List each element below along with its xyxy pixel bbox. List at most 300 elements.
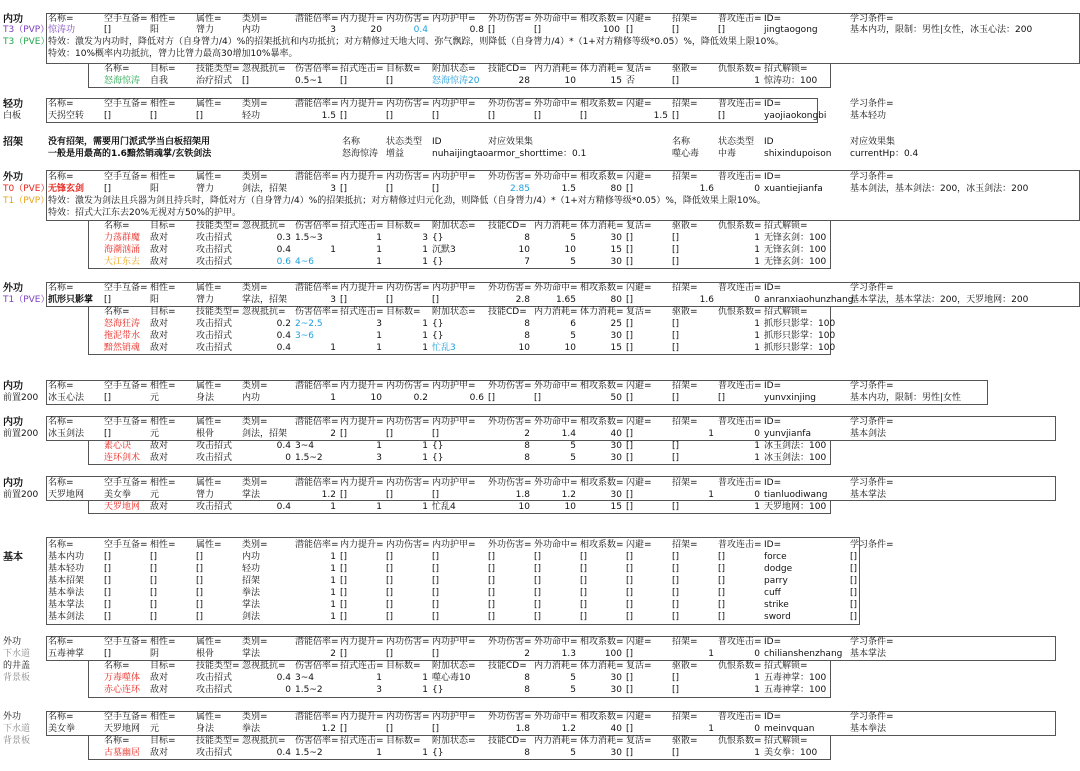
sheet-cell[interactable]: 敌对 xyxy=(150,453,169,463)
sheet-cell[interactable]: 目标数= xyxy=(386,661,421,671)
sheet-cell[interactable]: [] xyxy=(626,233,634,243)
sheet-cell[interactable]: [] xyxy=(534,393,542,403)
sheet-cell[interactable]: T1（PVE） xyxy=(3,295,50,305)
sheet-cell[interactable]: 对应效果集 xyxy=(488,137,534,147)
sheet-cell[interactable]: 阳 xyxy=(150,25,160,35)
sheet-cell[interactable]: chilianshenzhang xyxy=(764,649,843,659)
sheet-cell[interactable]: 5 xyxy=(570,673,576,683)
sheet-cell[interactable]: 内力消耗= xyxy=(534,736,578,746)
sheet-cell[interactable]: 7 xyxy=(524,257,530,267)
sheet-cell[interactable]: 2 xyxy=(524,649,530,659)
sheet-cell[interactable]: [] xyxy=(488,552,496,562)
sheet-cell[interactable]: [] xyxy=(672,600,680,610)
sheet-cell[interactable]: ID xyxy=(432,137,442,147)
sheet-cell[interactable]: 剑法 xyxy=(242,612,261,622)
sheet-cell[interactable]: 掌法 xyxy=(242,490,261,500)
sheet-cell[interactable]: 空手互备= xyxy=(104,478,148,488)
sheet-cell[interactable]: 相性= xyxy=(150,381,176,391)
sheet-cell[interactable]: 类别= xyxy=(242,712,268,722)
sheet-cell[interactable]: 伤害倍率= xyxy=(295,221,339,231)
sheet-cell[interactable]: [] xyxy=(580,564,588,574)
sheet-cell[interactable]: 名称= xyxy=(48,637,74,647)
sheet-cell[interactable]: 潜能倍率= xyxy=(295,14,339,24)
sheet-cell[interactable]: [] xyxy=(626,576,634,586)
sheet-cell[interactable]: [] xyxy=(534,111,542,121)
sheet-cell[interactable]: 内功伤害= xyxy=(386,172,430,182)
sheet-cell[interactable]: [] xyxy=(432,184,440,194)
sheet-cell[interactable]: [] xyxy=(626,588,634,598)
sheet-cell[interactable]: [] xyxy=(672,319,680,329)
sheet-cell[interactable]: [] xyxy=(672,331,680,341)
sheet-cell[interactable]: 内力消耗= xyxy=(534,64,578,74)
sheet-cell[interactable]: 内功护甲= xyxy=(432,283,476,293)
sheet-cell[interactable]: 抓形只影掌 xyxy=(48,295,94,305)
sheet-cell[interactable]: 相攻系数= xyxy=(580,172,624,182)
sheet-cell[interactable]: ID= xyxy=(764,14,782,24)
sheet-cell[interactable]: 1 xyxy=(376,245,382,255)
sheet-cell[interactable]: 2 xyxy=(330,649,336,659)
sheet-cell[interactable]: 特效：10%概率内功抵抗，膂力比膂力最高30增加10%暴率。 xyxy=(48,49,298,59)
sheet-cell[interactable]: 30 xyxy=(610,673,622,683)
sheet-cell[interactable]: 外功伤害= xyxy=(488,172,532,182)
sheet-cell[interactable]: 类别= xyxy=(242,283,268,293)
sheet-cell[interactable]: 内功 xyxy=(242,552,261,562)
sheet-cell[interactable]: 五毒神掌 xyxy=(48,649,85,659)
sheet-cell[interactable]: 目标数= xyxy=(386,64,421,74)
sheet-cell[interactable]: [] xyxy=(850,564,858,574)
sheet-cell[interactable]: 类别= xyxy=(242,381,268,391)
sheet-cell[interactable]: 0 xyxy=(285,453,291,463)
sheet-cell[interactable]: 招架= xyxy=(672,172,698,182)
sheet-cell[interactable]: 基本掌法，基本掌法：200，天罗地网：200 xyxy=(850,295,1029,305)
sheet-cell[interactable]: 体力消耗= xyxy=(580,736,624,746)
sheet-cell[interactable]: 噬心毒10 xyxy=(432,673,471,683)
sheet-cell[interactable]: [] xyxy=(626,453,634,463)
sheet-cell[interactable]: 外功命中= xyxy=(534,99,578,109)
sheet-cell[interactable]: 潜能倍率= xyxy=(295,478,339,488)
sheet-cell[interactable]: 天罗地网 xyxy=(104,724,141,734)
sheet-cell[interactable]: 攻击招式 xyxy=(196,748,233,758)
sheet-cell[interactable]: 1 xyxy=(422,502,428,512)
sheet-cell[interactable]: [] xyxy=(672,685,680,695)
sheet-cell[interactable]: 对应效果集 xyxy=(850,137,896,147)
sheet-cell[interactable]: 体力消耗= xyxy=(580,661,624,671)
sheet-cell[interactable]: 内力提升= xyxy=(340,712,384,722)
sheet-cell[interactable]: [] xyxy=(196,588,204,598)
sheet-cell[interactable]: ID= xyxy=(764,99,782,109)
sheet-cell[interactable]: 名称= xyxy=(48,14,74,24)
sheet-cell[interactable]: [] xyxy=(718,552,726,562)
sheet-cell[interactable]: 类别= xyxy=(242,417,268,427)
sheet-cell[interactable]: 敌对 xyxy=(150,502,169,512)
sheet-cell[interactable]: [] xyxy=(850,600,858,610)
sheet-cell[interactable]: 沉默3 xyxy=(432,245,456,255)
sheet-cell[interactable]: [] xyxy=(340,429,348,439)
sheet-cell[interactable]: 内功 xyxy=(3,14,23,25)
sheet-cell[interactable]: 技能类型= xyxy=(196,221,240,231)
sheet-cell[interactable]: 抓形只影掌：100 xyxy=(764,331,836,341)
sheet-cell[interactable]: 技能CD= xyxy=(488,736,527,746)
sheet-cell[interactable]: dodge xyxy=(764,564,793,574)
sheet-cell[interactable]: 中毒 xyxy=(718,149,737,159)
sheet-cell[interactable]: 3 xyxy=(330,184,336,194)
sheet-cell[interactable]: 40 xyxy=(610,724,622,734)
sheet-cell[interactable]: 怒海惊涛 xyxy=(342,149,379,159)
sheet-cell[interactable]: 普攻连击= xyxy=(718,14,762,24)
sheet-cell[interactable]: [] xyxy=(626,441,634,451)
sheet-cell[interactable]: [] xyxy=(580,111,588,121)
sheet-cell[interactable]: [] xyxy=(626,257,634,267)
sheet-cell[interactable]: 剑法，招架 xyxy=(242,429,288,439)
sheet-cell[interactable]: 1 xyxy=(330,552,336,562)
sheet-cell[interactable]: 阳 xyxy=(150,295,160,305)
sheet-cell[interactable]: 内功护甲= xyxy=(432,637,476,647)
sheet-cell[interactable]: [] xyxy=(340,612,348,622)
sheet-cell[interactable]: 基本 xyxy=(3,552,23,563)
sheet-cell[interactable]: 闪避= xyxy=(626,172,652,182)
sheet-cell[interactable]: [] xyxy=(196,612,204,622)
sheet-cell[interactable]: 10 xyxy=(370,393,382,403)
sheet-cell[interactable]: 技能类型= xyxy=(196,64,240,74)
sheet-cell[interactable]: 1 xyxy=(754,673,760,683)
sheet-cell[interactable]: 内力提升= xyxy=(340,172,384,182)
sheet-cell[interactable]: [] xyxy=(488,576,496,586)
sheet-cell[interactable]: 15 xyxy=(610,343,622,353)
sheet-cell[interactable]: 内功伤害= xyxy=(386,637,430,647)
sheet-cell[interactable]: [] xyxy=(626,331,634,341)
sheet-cell[interactable]: 招架= xyxy=(672,540,698,550)
sheet-cell[interactable]: 白板 xyxy=(3,111,22,121)
sheet-cell[interactable]: 内功护甲= xyxy=(432,478,476,488)
sheet-cell[interactable]: 仇恨系数= xyxy=(718,221,762,231)
sheet-cell[interactable]: 忙乱3 xyxy=(432,343,456,353)
sheet-cell[interactable]: 内力提升= xyxy=(340,99,384,109)
sheet-cell[interactable]: 学习条件= xyxy=(850,712,894,722)
sheet-cell[interactable]: 20 xyxy=(370,25,382,35)
sheet-cell[interactable]: 外功伤害= xyxy=(488,381,532,391)
sheet-cell[interactable]: [] xyxy=(626,25,634,35)
sheet-cell[interactable]: 内功伤害= xyxy=(386,712,430,722)
sheet-cell[interactable]: [] xyxy=(150,612,158,622)
sheet-cell[interactable]: 名称= xyxy=(48,99,74,109)
sheet-cell[interactable]: [] xyxy=(672,576,680,586)
sheet-cell[interactable]: 前置200 xyxy=(3,393,39,403)
sheet-cell[interactable]: 普攻连击= xyxy=(718,712,762,722)
sheet-cell[interactable]: 冰玉剑法：100 xyxy=(764,453,827,463)
sheet-cell[interactable]: [] xyxy=(488,393,496,403)
sheet-cell[interactable]: 0.2 xyxy=(413,393,428,403)
sheet-cell[interactable]: 内力提升= xyxy=(340,14,384,24)
sheet-cell[interactable]: 敌对 xyxy=(150,257,169,267)
sheet-cell[interactable]: 技能类型= xyxy=(196,736,240,746)
sheet-cell[interactable]: 0 xyxy=(285,685,291,695)
sheet-cell[interactable]: 0 xyxy=(754,724,760,734)
sheet-cell[interactable]: 1 xyxy=(422,343,428,353)
sheet-cell[interactable]: [] xyxy=(626,490,634,500)
sheet-cell[interactable]: 8 xyxy=(524,685,530,695)
sheet-cell[interactable]: 基本内功 xyxy=(48,552,85,562)
sheet-cell[interactable]: 普攻连击= xyxy=(718,417,762,427)
sheet-cell[interactable]: 惊涛功 xyxy=(48,25,76,35)
sheet-cell[interactable]: 外功伤害= xyxy=(488,417,532,427)
sheet-cell[interactable]: 下水道 xyxy=(3,724,31,734)
sheet-cell[interactable]: 空手互备= xyxy=(104,712,148,722)
sheet-cell[interactable]: 8 xyxy=(524,748,530,758)
sheet-cell[interactable]: 名称= xyxy=(48,283,74,293)
sheet-cell[interactable]: 相攻系数= xyxy=(580,540,624,550)
sheet-cell[interactable]: [] xyxy=(340,552,348,562)
sheet-cell[interactable]: [] xyxy=(386,111,394,121)
sheet-cell[interactable]: 附加状态= xyxy=(432,221,476,231)
sheet-cell[interactable]: [] xyxy=(580,576,588,586)
sheet-cell[interactable]: 前置200 xyxy=(3,429,39,439)
sheet-cell[interactable]: 1.8 xyxy=(515,490,530,500)
sheet-cell[interactable]: {} xyxy=(432,331,444,341)
sheet-cell[interactable]: [] xyxy=(196,600,204,610)
sheet-cell[interactable]: 30 xyxy=(610,441,622,451)
sheet-cell[interactable]: 外功命中= xyxy=(534,283,578,293)
sheet-cell[interactable]: 内功伤害= xyxy=(386,478,430,488)
sheet-cell[interactable]: 学习条件= xyxy=(850,478,894,488)
sheet-cell[interactable]: 外功命中= xyxy=(534,14,578,24)
sheet-cell[interactable]: 美女拳 xyxy=(104,490,132,500)
sheet-cell[interactable]: 外功命中= xyxy=(534,417,578,427)
sheet-cell[interactable]: 6 xyxy=(570,319,576,329)
sheet-cell[interactable]: 外功 xyxy=(3,283,23,294)
sheet-cell[interactable]: [] xyxy=(386,576,394,586)
sheet-cell[interactable]: 状态类型 xyxy=(718,137,755,147)
sheet-cell[interactable]: 内力提升= xyxy=(340,637,384,647)
sheet-cell[interactable]: [] xyxy=(386,588,394,598)
sheet-cell[interactable]: 轻功 xyxy=(3,99,23,110)
sheet-cell[interactable]: 0.4 xyxy=(276,748,291,758)
sheet-cell[interactable]: 1 xyxy=(422,441,428,451)
sheet-cell[interactable]: 外功伤害= xyxy=(488,712,532,722)
sheet-cell[interactable]: 普攻连击= xyxy=(718,540,762,550)
sheet-cell[interactable]: 天拐空转 xyxy=(48,111,85,121)
sheet-cell[interactable]: 名称= xyxy=(48,712,74,722)
sheet-cell[interactable]: 1.4 xyxy=(561,429,576,439)
sheet-cell[interactable]: 闪避= xyxy=(626,417,652,427)
sheet-cell[interactable]: 特效：激发为剑法且兵器为剑且持兵时，降低对方（自身膂力/4）%的招架抵抗；对方精修过归元化劲，则降低（自身膂力/4）*（1+对方精修等级*0.05）%，降低效果上限10%。 xyxy=(48,196,766,206)
sheet-cell[interactable]: 100 xyxy=(602,25,620,35)
sheet-cell[interactable]: 1 xyxy=(754,748,760,758)
sheet-cell[interactable]: 剑法，招架 xyxy=(242,184,288,194)
sheet-cell[interactable]: 空手互备= xyxy=(104,99,148,109)
sheet-cell[interactable]: 0.4 xyxy=(276,673,291,683)
sheet-cell[interactable]: 外功伤害= xyxy=(488,283,532,293)
sheet-cell[interactable]: tianluodiwang xyxy=(764,490,828,500)
sheet-cell[interactable]: 五毒神掌：100 xyxy=(764,685,827,695)
sheet-cell[interactable]: [] xyxy=(718,564,726,574)
sheet-cell[interactable]: ID= xyxy=(764,381,782,391)
sheet-cell[interactable]: 膂力 xyxy=(196,25,215,35)
sheet-cell[interactable]: 30 xyxy=(610,490,622,500)
sheet-cell[interactable]: 1 xyxy=(708,490,714,500)
sheet-cell[interactable]: 2 xyxy=(330,429,336,439)
sheet-cell[interactable]: 名称= xyxy=(104,307,130,317)
sheet-cell[interactable]: 名称= xyxy=(104,661,130,671)
sheet-cell[interactable]: 属性= xyxy=(196,99,222,109)
sheet-cell[interactable]: 自我 xyxy=(150,76,169,86)
sheet-cell[interactable]: 1.3 xyxy=(561,649,576,659)
sheet-cell[interactable]: 膂力 xyxy=(196,295,215,305)
sheet-cell[interactable]: 1 xyxy=(754,76,760,86)
sheet-cell[interactable]: strike xyxy=(764,600,789,610)
sheet-cell[interactable]: 元 xyxy=(150,490,160,500)
sheet-cell[interactable]: 名称= xyxy=(48,381,74,391)
sheet-cell[interactable]: 属性= xyxy=(196,172,222,182)
sheet-cell[interactable]: 属性= xyxy=(196,417,222,427)
sheet-cell[interactable]: 内功 xyxy=(242,393,261,403)
sheet-cell[interactable]: 身法 xyxy=(196,724,215,734)
sheet-cell[interactable]: 1 xyxy=(754,233,760,243)
sheet-cell[interactable]: 8 xyxy=(524,673,530,683)
sheet-cell[interactable]: 8 xyxy=(524,233,530,243)
sheet-cell[interactable]: 招式连击= xyxy=(340,221,384,231)
sheet-cell[interactable]: 体力消耗= xyxy=(580,221,624,231)
sheet-cell[interactable]: [] xyxy=(386,184,394,194)
sheet-cell[interactable]: 目标= xyxy=(150,307,176,317)
sheet-cell[interactable]: 伤害倍率= xyxy=(295,307,339,317)
sheet-cell[interactable]: 25 xyxy=(610,319,622,329)
sheet-cell[interactable]: [] xyxy=(242,76,250,86)
sheet-cell[interactable]: 仇恨系数= xyxy=(718,661,762,671)
sheet-cell[interactable]: 内功护甲= xyxy=(432,540,476,550)
sheet-cell[interactable]: 仇恨系数= xyxy=(718,64,762,74)
sheet-cell[interactable]: 外功伤害= xyxy=(488,540,532,550)
sheet-cell[interactable]: [] xyxy=(432,490,440,500)
sheet-cell[interactable]: 空手互备= xyxy=(104,637,148,647)
sheet-cell[interactable]: 相性= xyxy=(150,99,176,109)
sheet-cell[interactable]: 1 xyxy=(376,748,382,758)
sheet-cell[interactable]: 3 xyxy=(376,453,382,463)
sheet-cell[interactable]: [] xyxy=(718,111,726,121)
sheet-cell[interactable]: 类别= xyxy=(242,478,268,488)
sheet-cell[interactable]: anranxiaohunzhang xyxy=(764,295,854,305)
sheet-cell[interactable]: [] xyxy=(488,25,496,35)
sheet-cell[interactable]: 0.4 xyxy=(413,25,428,35)
sheet-cell[interactable]: 0 xyxy=(754,429,760,439)
sheet-cell[interactable]: 1.5 xyxy=(653,111,668,121)
sheet-cell[interactable]: 5 xyxy=(570,748,576,758)
sheet-cell[interactable]: 0.4 xyxy=(276,245,291,255)
sheet-cell[interactable]: 3 xyxy=(330,295,336,305)
sheet-cell[interactable]: 1 xyxy=(754,245,760,255)
sheet-cell[interactable]: [] xyxy=(432,564,440,574)
sheet-cell[interactable]: 怒海惊涛20 xyxy=(432,76,480,86)
sheet-cell[interactable]: 0.4 xyxy=(276,441,291,451)
sheet-cell[interactable]: 内功护甲= xyxy=(432,712,476,722)
sheet-cell[interactable]: 招架= xyxy=(672,99,698,109)
sheet-cell[interactable]: 1 xyxy=(422,319,428,329)
sheet-cell[interactable]: 类别= xyxy=(242,540,268,550)
sheet-cell[interactable]: 技能CD= xyxy=(488,64,527,74)
sheet-cell[interactable]: [] xyxy=(150,111,158,121)
sheet-cell[interactable]: 天罗地网：100 xyxy=(764,502,827,512)
sheet-cell[interactable]: 5 xyxy=(570,453,576,463)
sheet-cell[interactable]: 轻功 xyxy=(242,111,261,121)
sheet-cell[interactable]: 名称 xyxy=(672,137,691,147)
sheet-cell[interactable]: 敌对 xyxy=(150,441,169,451)
sheet-cell[interactable]: 30 xyxy=(610,233,622,243)
sheet-cell[interactable]: 附加状态= xyxy=(432,736,476,746)
sheet-cell[interactable]: 基本剑法，基本剑法：200，冰玉剑法：200 xyxy=(850,184,1029,194)
sheet-cell[interactable]: [] xyxy=(626,429,634,439)
sheet-cell[interactable]: 攻击招式 xyxy=(196,453,233,463)
sheet-cell[interactable]: [] xyxy=(672,588,680,598)
sheet-cell[interactable]: 目标数= xyxy=(386,307,421,317)
sheet-cell[interactable]: 相性= xyxy=(150,712,176,722)
sheet-cell[interactable]: [] xyxy=(104,184,112,194)
sheet-cell[interactable]: 50 xyxy=(610,393,622,403)
sheet-cell[interactable]: 基本掌法 xyxy=(850,649,887,659)
sheet-cell[interactable]: [] xyxy=(626,600,634,610)
sheet-cell[interactable]: 内功护甲= xyxy=(432,381,476,391)
sheet-cell[interactable]: 相攻系数= xyxy=(580,381,624,391)
sheet-cell[interactable]: ID= xyxy=(764,637,782,647)
sheet-cell[interactable]: [] xyxy=(850,552,858,562)
sheet-cell[interactable]: 属性= xyxy=(196,540,222,550)
sheet-cell[interactable]: [] xyxy=(340,588,348,598)
sheet-cell[interactable]: [] xyxy=(104,552,112,562)
sheet-cell[interactable]: 1.2 xyxy=(321,490,336,500)
sheet-cell[interactable]: 3 xyxy=(376,685,382,695)
sheet-cell[interactable]: 大江东去 xyxy=(104,257,141,267)
sheet-cell[interactable]: 力荡群魔 xyxy=(104,233,141,243)
sheet-cell[interactable]: 30 xyxy=(610,331,622,341)
sheet-cell[interactable]: 内力提升= xyxy=(340,478,384,488)
sheet-cell[interactable]: 忽视抵抗= xyxy=(242,661,286,671)
sheet-cell[interactable]: 1 xyxy=(708,649,714,659)
sheet-cell[interactable]: [] xyxy=(386,295,394,305)
sheet-cell[interactable]: T3（PVE） xyxy=(3,37,50,47)
sheet-cell[interactable]: 0.4 xyxy=(276,502,291,512)
sheet-cell[interactable]: [] xyxy=(718,25,726,35)
sheet-cell[interactable]: [] xyxy=(672,502,680,512)
sheet-cell[interactable]: 闪避= xyxy=(626,478,652,488)
sheet-cell[interactable]: 1.5~2 xyxy=(295,748,323,758)
sheet-cell[interactable]: 内功 xyxy=(3,417,23,428)
sheet-cell[interactable]: 招架= xyxy=(672,478,698,488)
sheet-cell[interactable]: 驱散= xyxy=(672,661,698,671)
sheet-cell[interactable]: 名称= xyxy=(48,172,74,182)
sheet-cell[interactable]: 1 xyxy=(754,319,760,329)
sheet-cell[interactable]: 体力消耗= xyxy=(580,64,624,74)
sheet-cell[interactable]: 普攻连击= xyxy=(718,381,762,391)
sheet-cell[interactable]: 相攻系数= xyxy=(580,417,624,427)
sheet-cell[interactable]: 敌对 xyxy=(150,685,169,695)
sheet-cell[interactable]: 抓形只影掌：100 xyxy=(764,343,836,353)
sheet-cell[interactable]: 潜能倍率= xyxy=(295,540,339,550)
sheet-cell[interactable]: [] xyxy=(386,600,394,610)
sheet-cell[interactable]: 招式解锁= xyxy=(764,661,808,671)
sheet-cell[interactable]: [] xyxy=(432,429,440,439)
sheet-cell[interactable]: 基本轻功 xyxy=(48,564,85,574)
sheet-cell[interactable]: 属性= xyxy=(196,478,222,488)
sheet-cell[interactable]: 内功伤害= xyxy=(386,283,430,293)
sheet-cell[interactable]: [] xyxy=(386,564,394,574)
sheet-cell[interactable]: [] xyxy=(626,724,634,734)
sheet-cell[interactable]: 内功伤害= xyxy=(386,381,430,391)
sheet-cell[interactable]: ID= xyxy=(764,283,782,293)
sheet-cell[interactable]: 敌对 xyxy=(150,331,169,341)
sheet-cell[interactable]: 增益 xyxy=(386,149,405,159)
sheet-cell[interactable]: 30 xyxy=(610,257,622,267)
sheet-cell[interactable]: [] xyxy=(718,600,726,610)
sheet-cell[interactable]: {} xyxy=(432,233,444,243)
sheet-cell[interactable]: 抓形只影掌：100 xyxy=(764,319,836,329)
